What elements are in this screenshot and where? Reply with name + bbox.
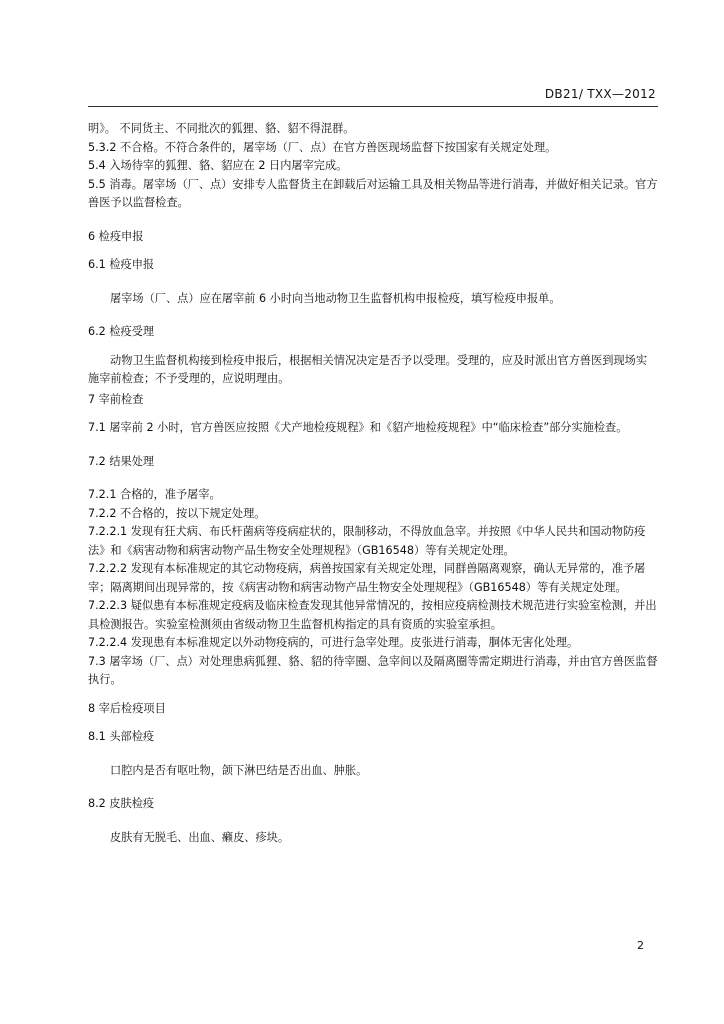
paragraph: 动物卫生监督机构接到检疫申报后，根据相关情况决定是否予以受理。受理的，应及时派出官方兽医到现场实施宰前检查；不予受理的，应说明理由。	[88, 353, 648, 385]
clause-7-2-2-1: 7.2.2.1 发现有狂犬病、布氏杆菌病等疫病症状的，限制移动，不得放血急宰。并按照《中华人民共和国动物防疫法》和《病害动物和病害动物产品生物安全处理规程》（GB16548）等有关规定处理。	[88, 525, 646, 557]
clause-5-5: 5.5 消毒。屠宰场（厂、点）安排专人监督货主在卸载后对运输工具及相关物品等进行消毒，并做好相关记录。官方兽医予以监督检查。	[88, 177, 658, 209]
clause-7-2-2: 7.2.2 不合格的，按以下规定处理。	[88, 506, 266, 520]
clause-5-3-2: 5.3.2 不合格。不符合条件的，屠宰场（厂、点）在官方兽医现场监督下按国家有关规定处理。	[88, 140, 557, 154]
clause-7-2-2-3: 7.2.2.3 疑似患有本标准规定疫病及临床检查发现其他异常情况的，按相应疫病检测技术规范进行实验室检测，并出具检测报告。实验室检测须由省级动物卫生监督机构指定的具有资质的实验室承担。	[88, 599, 657, 631]
clause-7-2-2-4: 7.2.2.4 发现患有本标准规定以外动物疫病的，可进行急宰处理。皮张进行消毒，胴体无害化处理。	[88, 636, 579, 649]
clause-heading-7-2: 7.2 结果处理	[88, 454, 155, 468]
clause-7-1: 7.1 屠宰前 2 小时，官方兽医应按照《犬产地检疫规程》和《貂产地检疫规程》中“临床检查”部分实施检查。	[88, 421, 628, 434]
document-body	[88, 120, 658, 847]
clause-heading-6-1: 6.1 检疫申报	[88, 258, 155, 271]
clause-7-3: 7.3 屠宰场（厂、点）对处理患病狐狸、貉、貂的待宰圈、急宰间以及隔离圈等需定期进行消毒，并由官方兽医监督执行。	[88, 654, 658, 686]
clause-heading-6-2: 6.2 检疫受理	[88, 325, 155, 338]
paragraph: 屠宰场（厂、点）应在屠宰前 6 小时向当地动物卫生监督机构申报检疫，填写检疫申报单。	[110, 291, 561, 305]
section-heading-6: 6 检疫申报	[88, 229, 144, 243]
section-heading-7: 7 宰前检查	[88, 392, 144, 406]
section-heading-8: 8 宰后检疫项目	[88, 701, 166, 715]
clause-5-4: 5.4 入场待宰的狐狸、貉、貂应在 2 日内屠宰完成。	[88, 159, 348, 172]
paragraph: 明》。 不同货主、不同批次的狐狸、貉、貂不得混群。	[88, 122, 355, 135]
paragraph: 皮肤有无脱毛、出血、癞皮、疹块。	[110, 830, 290, 844]
standard-code: DB21/ TXX—2012	[544, 87, 656, 101]
clause-7-2-2-2: 7.2.2.2 发现有本标准规定的其它动物疫病，病兽按国家有关规定处理，同群兽隔离观察，确认无异常的，准予屠宰；隔离期间出现异常的，按《病害动物和病害动物产品生物安全处理规程》（GB16548）等有关规定处理。	[88, 562, 646, 594]
paragraph: 口腔内是否有呕吐物，颌下淋巴结是否出血、肿胀。	[110, 763, 368, 777]
clause-7-2-1: 7.2.1 合格的，准予屠宰。	[88, 488, 221, 501]
clause-heading-8-2: 8.2 皮肤检疫	[88, 797, 155, 810]
header-rule	[88, 106, 658, 107]
page-number: 2	[637, 939, 644, 952]
clause-heading-8-1: 8.1 头部检疫	[88, 730, 155, 743]
